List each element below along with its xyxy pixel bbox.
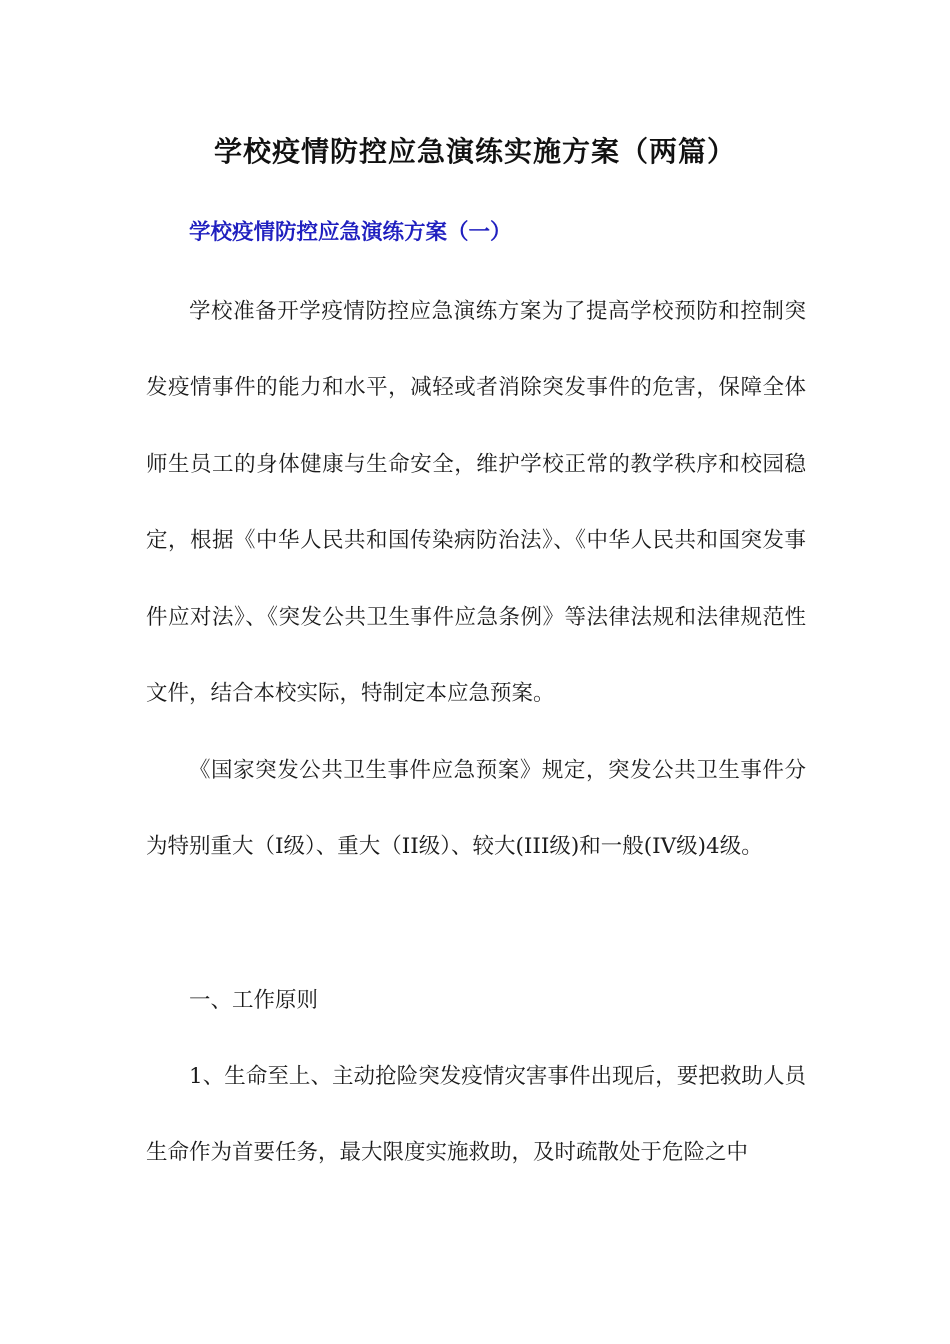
paragraph-intro: 学校准备开学疫情防控应急演练方案为了提高学校预防和控制突发疫情事件的能力和水平，减轻或者消除突发事件的危害，保障全体师生员工的身体健康与生命安全，维护学校正常的教学秩序和校园稳定，根据《中华人民共和国传染病防治法》、《中华人民共和国突发事件应对法》、《突发公共卫生事件应急条例》等法律法规和法律规范性文件，结合本校实际，特制定本应急预案。 [146, 299, 806, 707]
document-title: 学校疫情防控应急演练实施方案（两篇） [213, 135, 736, 168]
section-subtitle: 学校疫情防控应急演练方案（一） [189, 220, 512, 245]
paragraph-principle-1: 1、生命至上、主动抢险突发疫情灾害事件出现后，要把救助人员生命作为首要任务，最大限度实施救助，及时疏散处于危险之中 [146, 1064, 806, 1166]
heading-work-principles: 一、工作原则 [189, 988, 319, 1013]
paragraph-levels: 《国家突发公共卫生事件应急预案》规定，突发公共卫生事件分为特别重大（Ⅰ级）、重大（II级）、较大(III级)和一般(IV级)4级。 [146, 758, 806, 860]
